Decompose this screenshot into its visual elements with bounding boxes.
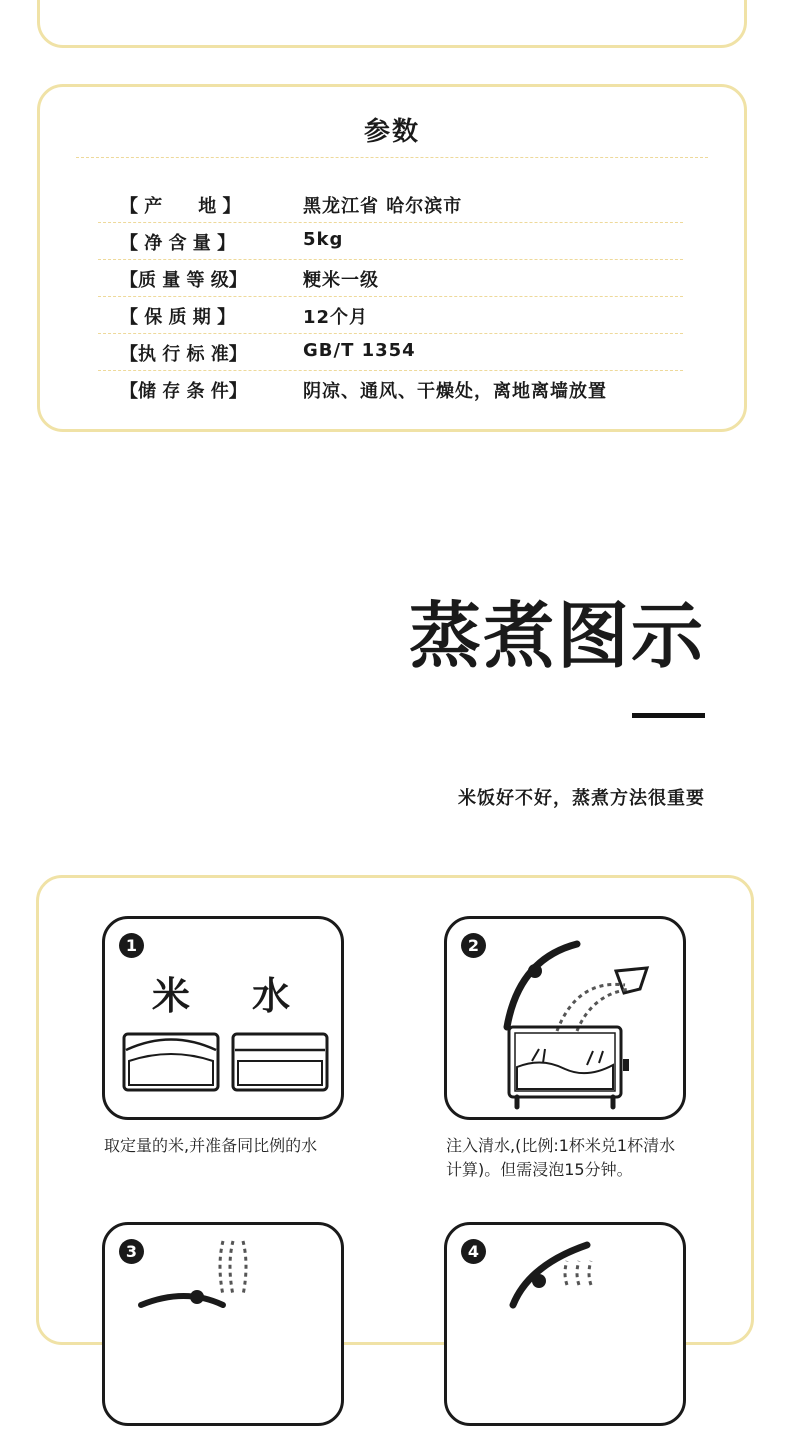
cooking-steps-card — [36, 875, 754, 1345]
step-number-badge: 1 — [119, 933, 144, 958]
rice-and-water-bowls-icon — [105, 919, 347, 1123]
param-value: 5kg — [303, 229, 344, 250]
step-1-illustration — [102, 916, 344, 1120]
param-row-net-weight — [98, 222, 683, 260]
param-value: 黑龙江省 哈尔滨市 — [303, 196, 463, 217]
parameters-title: 参数 — [363, 117, 420, 147]
step-number-badge: 2 — [461, 933, 486, 958]
param-row-storage — [98, 370, 683, 407]
param-key: 【 净 含 量 】 — [120, 233, 236, 254]
rice-cooker-pouring-icon — [447, 919, 689, 1123]
title-divider — [76, 157, 708, 158]
step-2-caption-line-1: 注入清水,(比例:1杯米兑1杯清水 — [446, 1136, 676, 1155]
param-value: 阴凉、通风、干燥处，离地离墙放置 — [303, 381, 607, 402]
step-2-caption — [446, 1134, 675, 1182]
param-value: 12个月 — [303, 307, 369, 328]
param-row-standard — [98, 333, 683, 371]
step-2-caption-line-2: 计算)。但需浸泡15分钟。 — [446, 1160, 633, 1179]
step-2-illustration — [444, 916, 686, 1120]
step-4-illustration — [444, 1222, 686, 1426]
section-heading: 蒸煮图示 — [408, 594, 705, 678]
section-subheading: 米饭好不好，蒸煮方法很重要 — [458, 788, 705, 809]
param-key: 【 保 质 期 】 — [120, 307, 236, 328]
step-number-badge: 3 — [119, 1239, 144, 1264]
steam-rising-icon — [105, 1225, 347, 1429]
rice-label: 米 — [152, 974, 191, 1018]
previous-section-card — [37, 0, 747, 48]
step-number-badge: 4 — [461, 1239, 486, 1264]
param-key: 【 产 地 】 — [120, 196, 241, 217]
step-3-illustration — [102, 1222, 344, 1426]
cooker-lid-steam-icon — [447, 1225, 689, 1429]
param-row-origin — [98, 185, 683, 223]
param-key: 【储 存 条 件】 — [120, 381, 247, 402]
param-key: 【执 行 标 准】 — [120, 344, 247, 365]
parameters-card — [37, 84, 747, 432]
param-row-shelf-life — [98, 296, 683, 334]
water-label: 水 — [252, 974, 291, 1018]
param-value: 粳米一级 — [303, 270, 379, 291]
param-value: GB/T 1354 — [303, 340, 416, 361]
param-row-grade — [98, 259, 683, 297]
param-key: 【质 量 等 级】 — [120, 270, 247, 291]
step-1-caption: 取定量的米,并准备同比例的水 — [104, 1136, 318, 1155]
heading-underline — [632, 713, 705, 718]
